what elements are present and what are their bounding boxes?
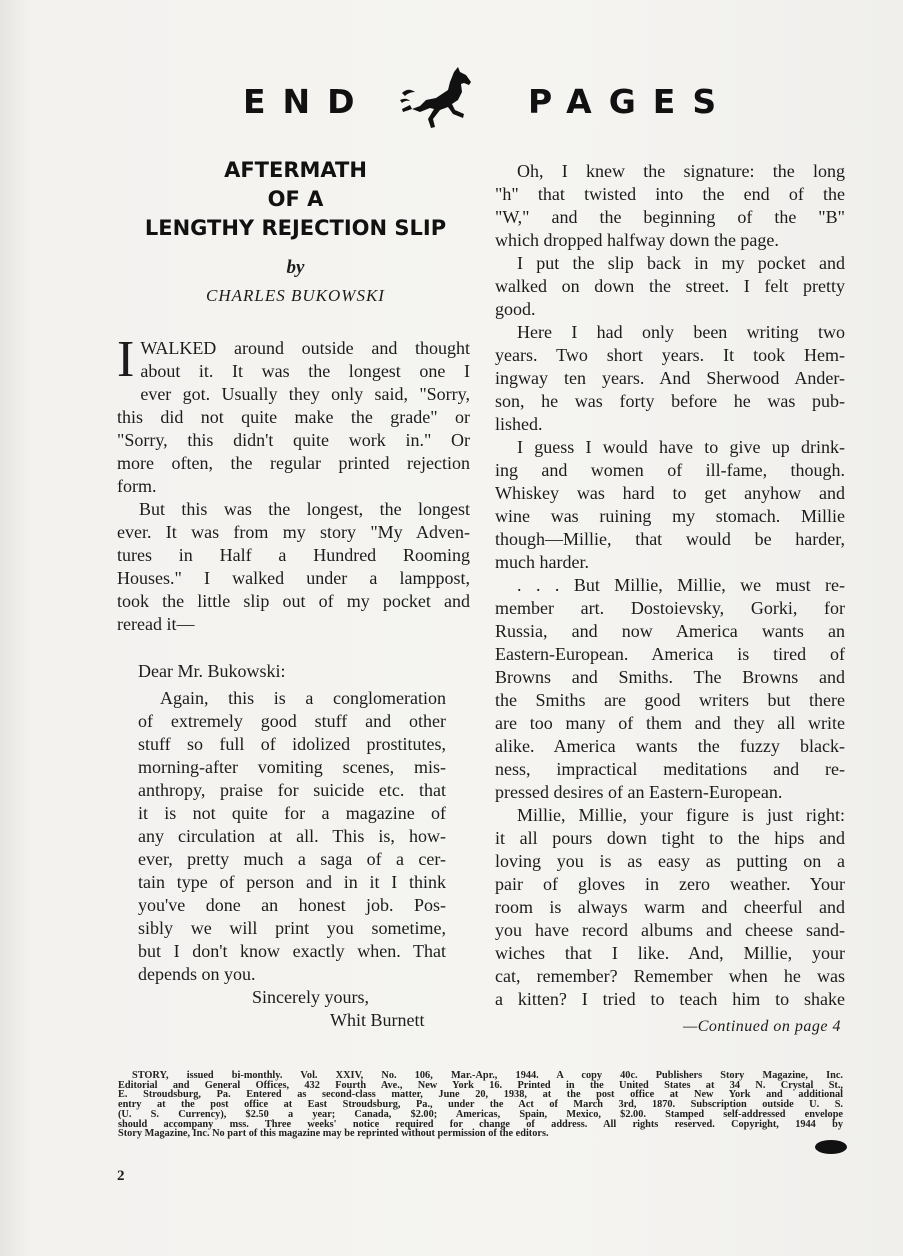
masthead-pages: PAGES xyxy=(528,82,734,121)
text-line: Houses." I walked under a lamppost, xyxy=(117,568,470,588)
author-name: CHARLES BUKOWSKI xyxy=(206,286,385,305)
letter-line: morning-after vomiting scenes, mis- xyxy=(138,757,446,777)
notice-line: (U. S. Currency), $2.50 a year; Canada, $2.00; Americas, Spain, Mexico, $2.00. Stamped self-addressed envelope xyxy=(118,1108,843,1120)
text-line: pair of gloves in zero weather. Your xyxy=(495,874,845,894)
text-line: good. xyxy=(495,299,536,319)
letter-line: it is not quite for a magazine of xyxy=(138,803,446,823)
letter-line: Again, this is a conglomeration xyxy=(160,688,446,708)
letter-line: anthropy, praise for suicide etc. that xyxy=(138,780,446,800)
text-line: Here I had only been writing two xyxy=(517,322,845,342)
text-line: Oh, I knew the signature: the long xyxy=(517,161,845,181)
text-line: ever got. Usually they only said, "Sorry, xyxy=(140,384,470,404)
text-line: Browns and Smiths. The Browns and xyxy=(495,667,845,687)
text-line: But this was the longest, the longest xyxy=(139,499,470,519)
text-line: I put the slip back in my pocket and xyxy=(517,253,845,273)
text-line: member art. Dostoievsky, Gorki, for xyxy=(495,598,845,618)
text-line: the Smiths are good writers but there xyxy=(495,690,845,710)
text-line: "W," and the beginning of the "B" xyxy=(495,207,845,227)
text-line: "h" that twisted into the end of the xyxy=(495,184,845,204)
rejection-letter xyxy=(138,660,446,1032)
letter-line: depends on you. xyxy=(138,964,256,984)
masthead xyxy=(0,80,903,130)
letter-line: you've done an honest job. Pos- xyxy=(138,895,446,915)
notice-line: entry at the post office at East Stroudsburg, Pa., under the Act of March 3rd, 1870. Subscription outside U. S. xyxy=(118,1099,843,1111)
text-line: Russia, and now America wants an xyxy=(495,621,845,641)
letter-signature: Whit Burnett xyxy=(330,1010,425,1030)
text-line: son, he was forty before he was pub- xyxy=(495,391,845,411)
text-line: it all pours down tight to the hips and xyxy=(495,828,845,848)
text-line: alike. America wants the fuzzy black- xyxy=(495,736,845,756)
text-line: about it. It was the longest one I xyxy=(140,361,470,381)
text-line: reread it— xyxy=(117,614,195,634)
letter-line: sibly we will print you sometime, xyxy=(138,918,446,938)
article-title-line: AFTERMATH xyxy=(224,158,367,182)
text-line: which dropped halfway down the page. xyxy=(495,230,779,250)
left-column xyxy=(117,331,470,636)
text-line: Millie, Millie, your figure is just right: xyxy=(517,805,845,825)
text-line: Whiskey was hard to get anyhow and xyxy=(495,483,845,503)
letter-line: tain type of person and in it I think xyxy=(138,872,446,892)
horse-icon xyxy=(396,66,478,128)
text-line: much harder. xyxy=(495,552,589,572)
article-title-line: OF A xyxy=(267,187,324,211)
text-line: tures in Half a Hundred Rooming xyxy=(117,545,470,565)
text-line: walked on down the street. I felt pretty xyxy=(495,276,845,296)
text-line: ness, impractical meditations and re- xyxy=(495,759,845,779)
text-line: I guess I would have to give up drink- xyxy=(517,437,845,457)
text-line: you have record albums and cheese sand- xyxy=(495,920,845,940)
union-label-icon xyxy=(815,1140,847,1154)
text-line: form. xyxy=(117,476,157,496)
publication-notice xyxy=(118,1071,843,1139)
notice-line: Editorial and General Offices, 432 Fourth Ave., New York 16. Printed in the United States at 34 N. Crystal St., xyxy=(118,1079,843,1091)
letter-salutation: Dear Mr. Bukowski: xyxy=(138,661,286,681)
text-line: a kitten? I tried to teach him to shake xyxy=(495,989,845,1009)
page-number: 2 xyxy=(117,1168,125,1184)
notice-line: E. Stroudsburg, Pa. Entered as second-class matter, June 20, 1938, at the post office at New York and additional xyxy=(118,1089,843,1101)
notice-line: Story Magazine, Inc. No part of this magazine may be reprinted without permission of the editors. xyxy=(118,1128,549,1140)
text-line: more often, the regular printed rejection xyxy=(117,453,470,473)
text-line: pressed desires of an Eastern-European. xyxy=(495,782,783,802)
letter-line: any circulation at all. This is, how- xyxy=(138,826,446,846)
text-line: this did not quite make the grade" or xyxy=(117,407,470,427)
letter-line: ever, pretty much a saga of a cer- xyxy=(138,849,446,869)
text-line: WALKED around outside and thought xyxy=(140,338,470,358)
letter-line: but I don't know exactly when. That xyxy=(138,941,446,961)
notice-line: STORY, issued bi-monthly. Vol. XXIV, No. 106, Mar.-Apr., 1944. A copy 40c. Publishers Story Magazine, Inc. xyxy=(132,1070,843,1081)
text-line: wine was ruining my stomach. Millie xyxy=(495,506,845,526)
text-line: wiches that I like. And, Millie, your xyxy=(495,943,845,963)
text-line: loving you is as easy as putting on a xyxy=(495,851,845,871)
text-line: "Sorry, this didn't quite work in." Or xyxy=(117,430,470,450)
drop-cap: I xyxy=(117,331,135,388)
letter-line: stuff so full of idolized prostitutes, xyxy=(138,734,446,754)
text-line: room is always warm and cheerful and xyxy=(495,897,845,917)
text-line: ing and women of ill-fame, though. xyxy=(495,460,845,480)
right-column xyxy=(495,160,845,1011)
text-line: are too many of them and they all write xyxy=(495,713,845,733)
article-title-line: LENGTHY REJECTION SLIP xyxy=(144,216,447,240)
text-line: ever. It was from my story "My Adven- xyxy=(117,522,470,542)
text-line: years. Two short years. It took Hem- xyxy=(495,345,845,365)
notice-line: should accompany mss. Three weeks' notice required for change of address. All rights reserved. Copyright, 1944 by xyxy=(118,1118,843,1130)
text-line: . . . But Millie, Millie, we must re- xyxy=(517,575,845,595)
letter-line: of extremely good stuff and other xyxy=(138,711,446,731)
text-line: though—Millie, that would be harder, xyxy=(495,529,845,549)
text-line: cat, remember? Remember when he was xyxy=(495,966,845,986)
masthead-end: END xyxy=(243,82,372,121)
text-line: Eastern-European. America is tired of xyxy=(495,644,845,664)
letter-closing: Sincerely yours, xyxy=(252,987,369,1007)
continued-note: —Continued on page 4 xyxy=(683,1018,841,1035)
text-line: took the little slip out of my pocket and xyxy=(117,591,470,611)
text-line: lished. xyxy=(495,414,543,434)
text-line: ingway ten years. And Sherwood Ander- xyxy=(495,368,845,388)
byline: by xyxy=(286,257,305,278)
